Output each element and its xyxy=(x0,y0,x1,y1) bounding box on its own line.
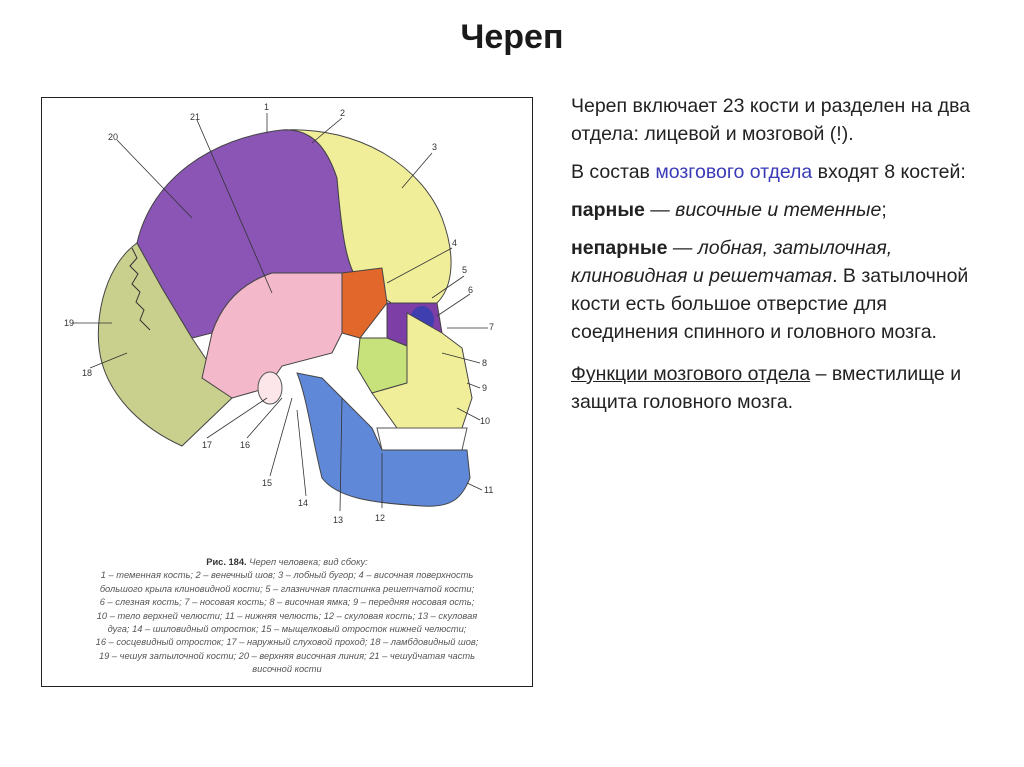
slide-title: Череп xyxy=(460,18,564,56)
figure-caption xyxy=(48,556,526,677)
label-3: 3 xyxy=(432,142,438,152)
label-1: 1 xyxy=(264,102,270,112)
caption-line: височной кости xyxy=(252,664,322,675)
function-text: – вместилище и защита головного мозга. xyxy=(571,363,962,413)
unpaired-bones: лобная, затылочная, клиновидная и решетчатая xyxy=(571,237,893,287)
label-20: 20 xyxy=(108,132,119,142)
label-2: 2 xyxy=(340,108,346,118)
caption-line: 19 – чешуя затылочной кости; 20 – верхняя височная линия; 21 – чешуйчатая часть xyxy=(98,650,476,661)
paragraph-unpaired xyxy=(571,234,991,346)
label-10: 10 xyxy=(480,416,491,426)
sphenoid-bone xyxy=(342,268,387,338)
caption-line: 1 – теменная кость; 2 – венечный шов; 3 – лобный бугор; 4 – височная поверхность xyxy=(100,570,474,581)
label-21: 21 xyxy=(190,112,201,122)
label-7: 7 xyxy=(489,322,495,332)
teeth xyxy=(377,428,467,450)
label-15: 15 xyxy=(262,478,273,488)
paragraph-paired xyxy=(571,196,991,224)
label-14: 14 xyxy=(298,498,309,508)
unpaired-note: . В затылочной кости есть большое отверстие для соединения спинного и головного мозга. xyxy=(571,265,969,343)
label-9: 9 xyxy=(482,383,488,393)
caption-subtitle: Череп человека; вид сбоку: xyxy=(249,557,368,567)
skull-figure xyxy=(41,97,533,687)
label-18: 18 xyxy=(82,368,93,378)
caption-line: 16 – сосцевидный отросток; 17 – наружный слуховой проход; 18 – ламбдовидный шов; xyxy=(95,637,479,648)
unpaired-label: непарные xyxy=(571,237,668,259)
paired-label: парные xyxy=(571,199,645,221)
caption-line: 10 – тело верхней челюсти; 11 – нижняя челюсть; 12 – скуловая кость; 13 – скуловая xyxy=(96,610,478,621)
caption-title: Рис. 184. xyxy=(206,557,247,567)
label-19: 19 xyxy=(64,318,75,328)
dash: — xyxy=(644,199,676,221)
label-5: 5 xyxy=(462,265,468,275)
label-6: 6 xyxy=(468,285,474,295)
paragraph-function xyxy=(571,360,991,416)
label-17: 17 xyxy=(202,440,213,450)
paired-bones: височные и теменные xyxy=(675,199,882,221)
label-8: 8 xyxy=(482,358,488,368)
composition-text-end: входят 8 костей: xyxy=(812,161,966,183)
text-panel xyxy=(571,92,991,426)
paragraph-composition xyxy=(571,158,991,186)
paragraph-intro: Череп включает 23 кости и разделен на два отдела: лицевой и мозговой (!). xyxy=(571,95,971,145)
caption-line: большого крыла клиновидной кости; 5 – глазничная пластинка решетчатой кости; xyxy=(99,583,475,594)
ear-canal xyxy=(258,372,282,404)
function-heading: Функции мозгового отдела xyxy=(571,363,811,385)
label-13: 13 xyxy=(333,515,344,525)
caption-line: дуга; 14 – шиловидный отросток; 15 – мыщелковый отросток нижней челюсти; xyxy=(107,624,467,635)
label-11: 11 xyxy=(484,485,494,495)
label-4: 4 xyxy=(452,238,458,248)
brain-section-link: мозгового отдела xyxy=(655,161,813,183)
caption-line: 6 – слезная кость; 7 – носовая кость; 8 – височная ямка; 9 – передняя носовая ость; xyxy=(99,597,475,608)
label-12: 12 xyxy=(375,513,386,523)
composition-text: В состав xyxy=(571,161,656,183)
label-16: 16 xyxy=(240,440,251,450)
semicolon: ; xyxy=(881,199,887,221)
dash: — xyxy=(667,237,698,259)
